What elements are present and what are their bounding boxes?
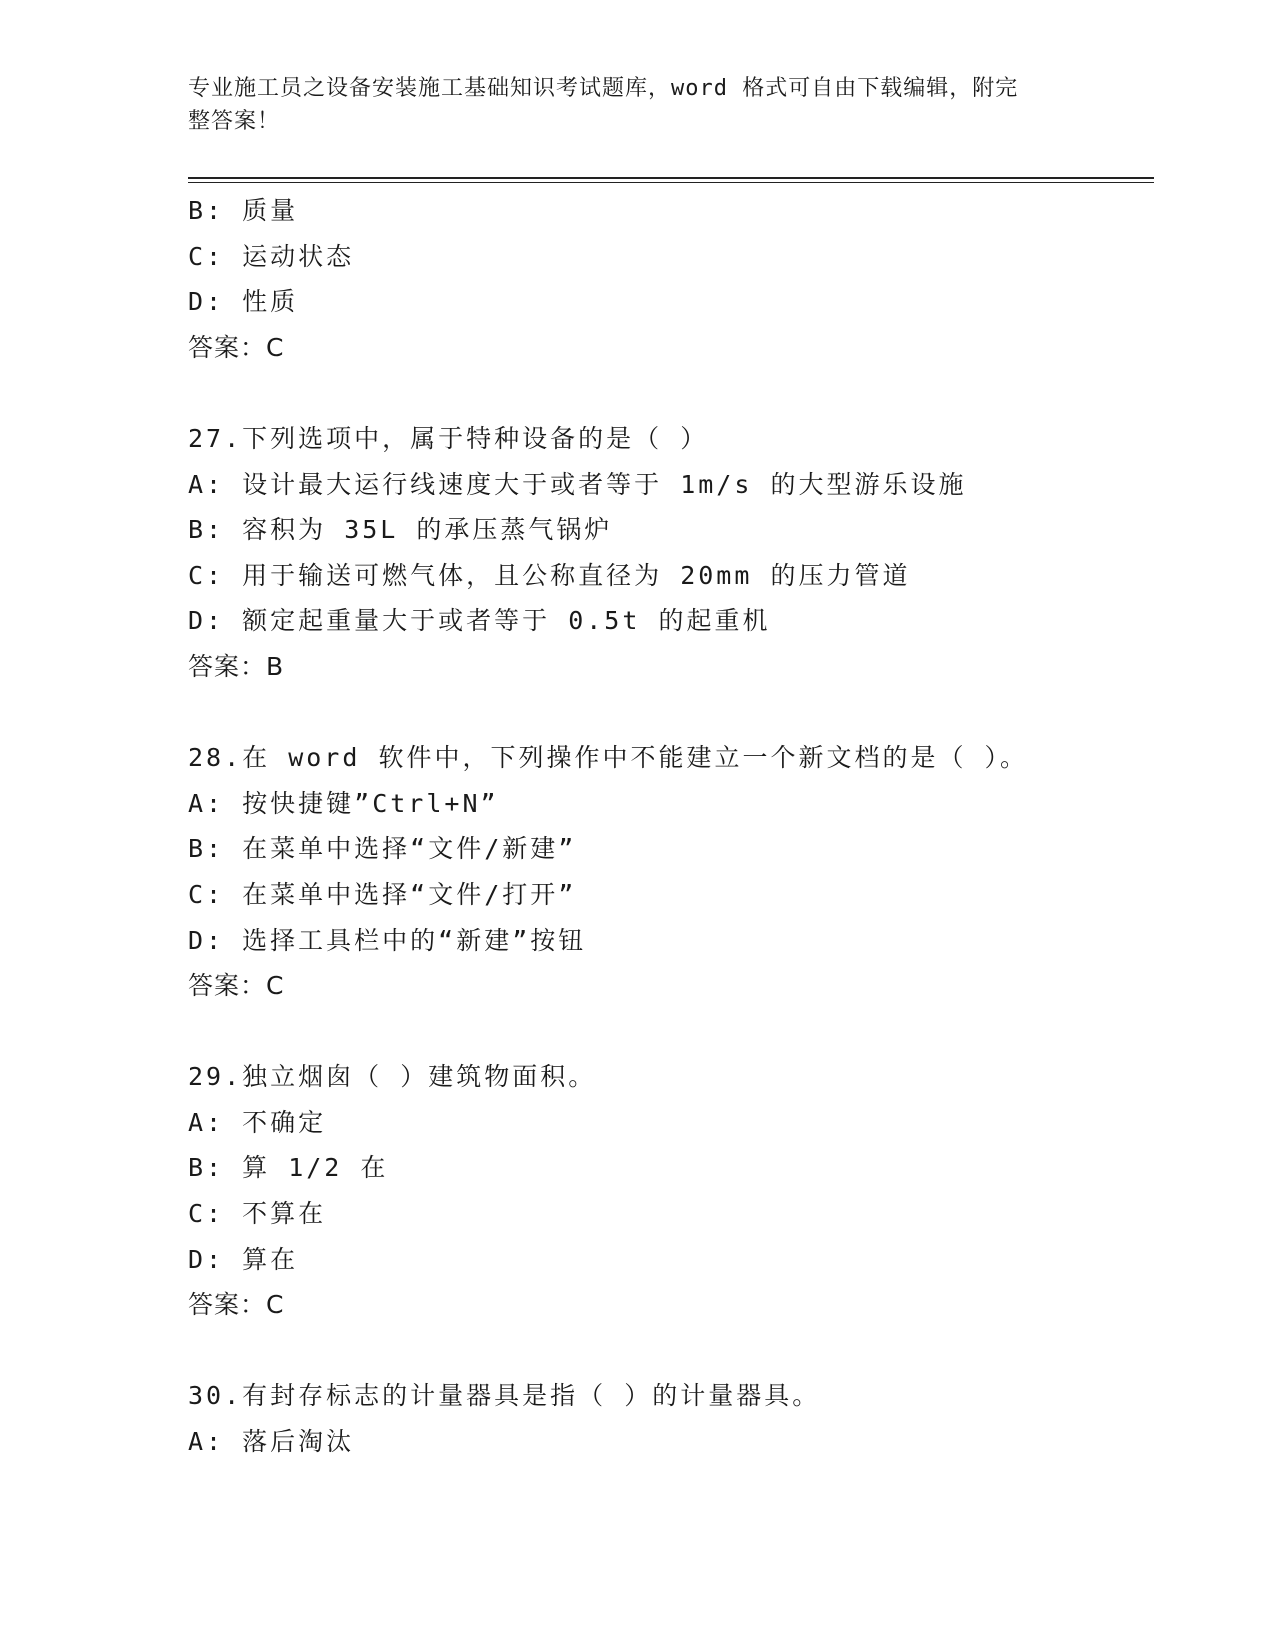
- option-line: B: 质量: [188, 196, 299, 225]
- option-line: B: 算 1/2 在: [188, 1153, 389, 1183]
- option-line: A: 按快捷键”Ctrl+N”: [188, 788, 499, 818]
- option-line: A: 落后淘汰: [188, 1427, 355, 1457]
- option-line: D: 额定起重量大于或者等于 0.5t 的起重机: [188, 606, 771, 636]
- option-line: A: 不确定: [188, 1107, 327, 1137]
- option-line: C: 在菜单中选择“文件/打开”: [188, 879, 577, 909]
- answer-line: 答案：C: [188, 1290, 285, 1320]
- option-line: D: 算在: [188, 1244, 299, 1274]
- option-line: C: 不算在: [188, 1199, 327, 1229]
- option-line: B: 容积为 35L 的承压蒸气锅炉: [188, 515, 613, 545]
- header-rule-thin: [188, 182, 1154, 183]
- option-line: D: 选择工具栏中的“新建”按钮: [188, 925, 587, 955]
- document-header: [188, 72, 1088, 138]
- header-title-line-1: 专业施工员之设备安装施工基础知识考试题库，word 格式可自由下载编辑，附完: [188, 76, 1019, 101]
- option-line: D: 性质: [188, 287, 299, 317]
- question-stem: 30.有封存标志的计量器具是指（ ）的计量器具。: [188, 1381, 821, 1411]
- option-line: C: 用于输送可燃气体，且公称直径为 20mm 的压力管道: [188, 560, 911, 590]
- question-content: [188, 188, 1154, 1465]
- answer-line: 答案：C: [188, 332, 285, 362]
- option-line: A: 设计最大运行线速度大于或者等于 1m/s 的大型游乐设施: [188, 469, 967, 499]
- question-stem: 27.下列选项中，属于特种设备的是（ ）: [188, 423, 709, 453]
- answer-line: 答案：C: [188, 971, 285, 1001]
- answer-line: 答案：B: [188, 651, 285, 681]
- question-stem: 29.独立烟囱（ ）建筑物面积。: [188, 1062, 597, 1092]
- option-line: C: 运动状态: [188, 241, 355, 271]
- header-rule-thick: [188, 177, 1154, 179]
- option-line: B: 在菜单中选择“文件/新建”: [188, 834, 577, 864]
- header-title-line-2: 整答案！: [188, 109, 281, 134]
- question-stem: 28.在 word 软件中，下列操作中不能建立一个新文档的是（ ）。: [188, 743, 1029, 773]
